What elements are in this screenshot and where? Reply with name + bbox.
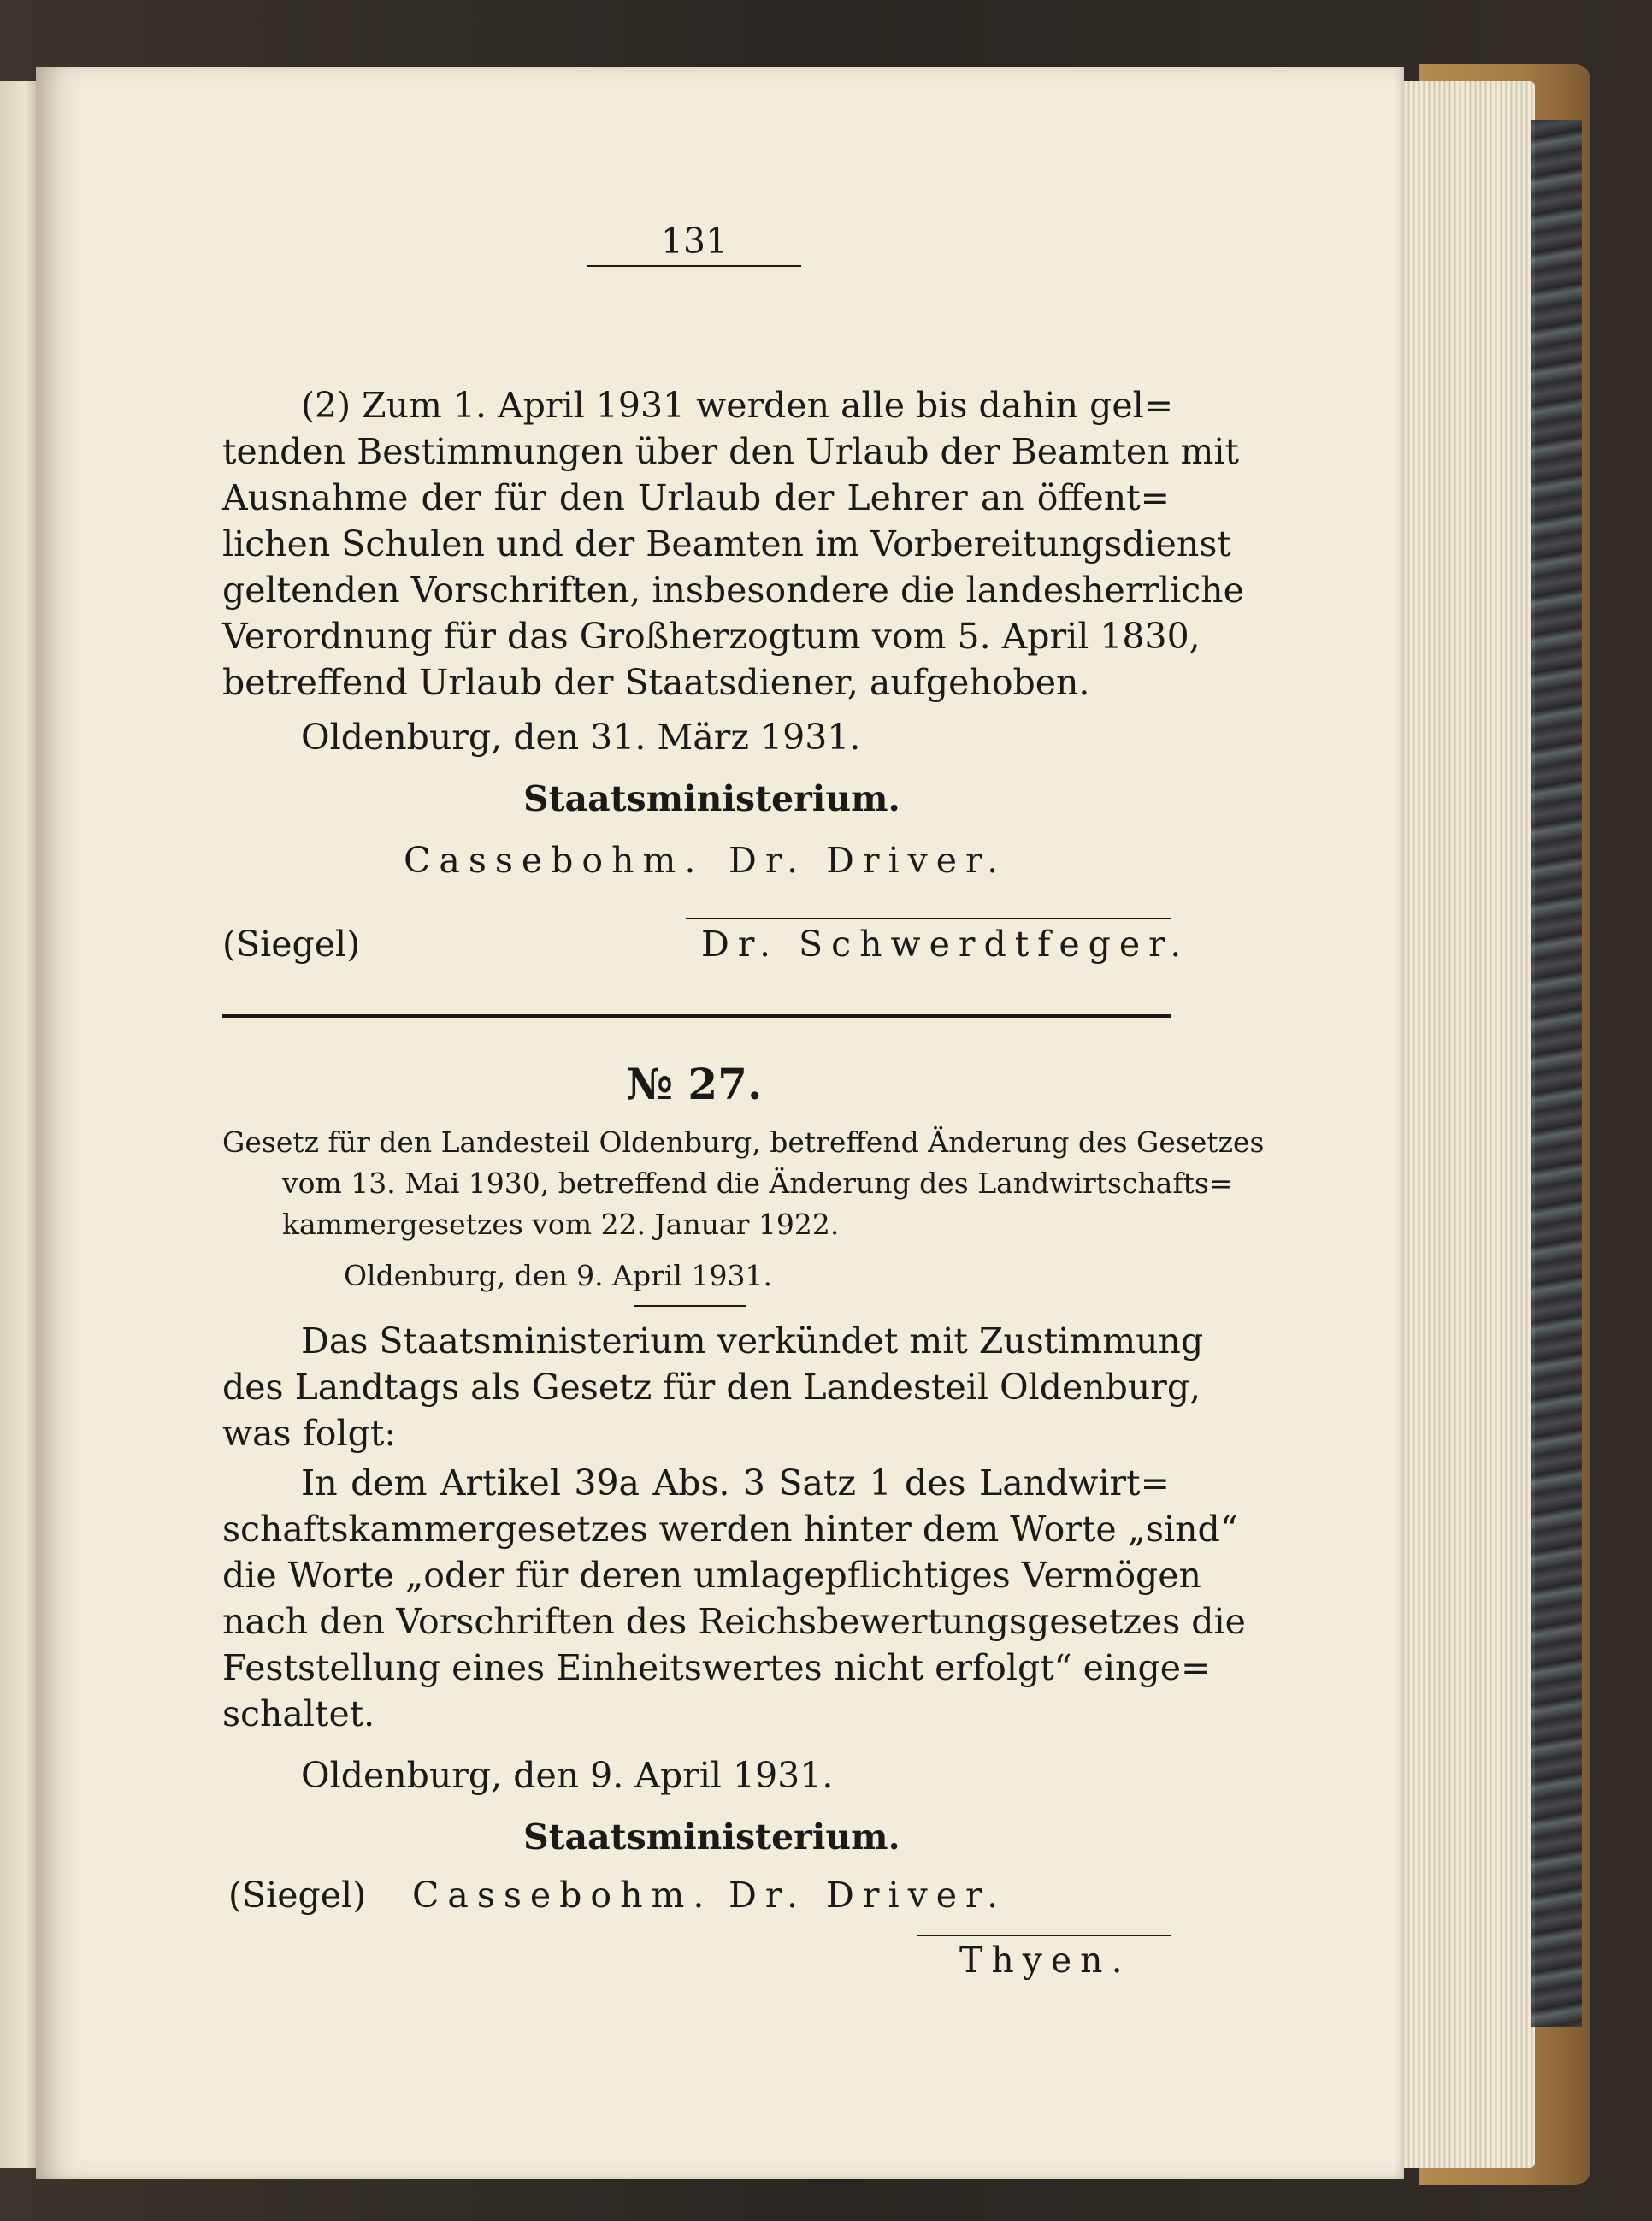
signature-rule bbox=[917, 1935, 1171, 1936]
para-article-line: Feststellung eines Einheitswertes nicht erfolgt“ einge= bbox=[222, 1647, 1211, 1688]
marbled-cover-edge bbox=[1531, 120, 1582, 2027]
signature-cassebohm: Cassebohm. bbox=[412, 1875, 713, 1916]
ministry-heading: Staatsministerium. bbox=[523, 778, 900, 819]
law-title-line: kammergesetzes vom 22. Januar 1922. bbox=[282, 1208, 840, 1241]
para-intro-line: Das Staatsministerium verkündet mit Zustimmung bbox=[301, 1320, 1204, 1362]
short-rule bbox=[634, 1305, 746, 1307]
signature-driver: Dr. Driver. bbox=[729, 1875, 1007, 1916]
signature-schwerdtfeger: Dr. Schwerdtfeger. bbox=[701, 924, 1190, 965]
para-section2-line: Ausnahme der für den Urlaub der Lehrer an öffent= bbox=[222, 477, 1170, 518]
signature-cassebohm: Cassebohm. bbox=[404, 840, 705, 881]
date-line: Oldenburg, den 31. März 1931. bbox=[301, 717, 861, 758]
para-article-line: die Worte „oder für deren umlagepflichtiges Vermögen bbox=[222, 1555, 1201, 1596]
seal-label: (Siegel) bbox=[228, 1875, 367, 1916]
signature-driver: Dr. Driver. bbox=[729, 840, 1007, 881]
para-section2-line: betreffend Urlaub der Staatsdiener, aufgehoben. bbox=[222, 662, 1090, 703]
law-number: № 27. bbox=[626, 1059, 763, 1109]
seal-label: (Siegel) bbox=[222, 924, 361, 965]
document-page bbox=[36, 67, 1404, 2179]
para-section2-line: (2) Zum 1. April 1931 werden alle bis dahin gel= bbox=[301, 385, 1174, 426]
para-article-line: schaltet. bbox=[222, 1693, 375, 1734]
para-section2-line: tenden Bestimmungen über den Urlaub der Beamten mit bbox=[222, 431, 1240, 472]
para-article-line: In dem Artikel 39a Abs. 3 Satz 1 des Landwirt= bbox=[301, 1462, 1170, 1503]
law-date: Oldenburg, den 9. April 1931. bbox=[344, 1259, 772, 1292]
law-title-line: vom 13. Mai 1930, betreffend die Änderung des Landwirtschafts= bbox=[282, 1167, 1233, 1200]
para-article-line: nach den Vorschriften des Reichsbewertungsgesetzes die bbox=[222, 1601, 1246, 1642]
para-section2-line: geltenden Vorschriften, insbesondere die landesherrliche bbox=[222, 570, 1244, 611]
header-rule bbox=[587, 265, 801, 267]
para-intro-line: des Landtags als Gesetz für den Landesteil Oldenburg, bbox=[222, 1367, 1201, 1408]
signature-rule bbox=[686, 918, 1171, 919]
facing-page-edge bbox=[0, 81, 36, 2168]
page-number: 131 bbox=[660, 221, 729, 262]
signature-thyen: Thyen. bbox=[959, 1940, 1131, 1981]
date-line: Oldenburg, den 9. April 1931. bbox=[301, 1755, 834, 1796]
ministry-heading: Staatsministerium. bbox=[523, 1816, 900, 1858]
page-content bbox=[36, 67, 1404, 2179]
para-intro-line: was folgt: bbox=[222, 1413, 397, 1454]
section-divider bbox=[222, 1014, 1171, 1018]
page-edges bbox=[1389, 81, 1535, 2168]
para-section2-line: Verordnung für das Großherzogtum vom 5. April 1830, bbox=[222, 616, 1201, 657]
para-article-line: schaftskammergesetzes werden hinter dem Worte „sind“ bbox=[222, 1509, 1238, 1550]
law-title-line: Gesetz für den Landesteil Oldenburg, betreffend Änderung des Gesetzes bbox=[222, 1125, 1265, 1159]
para-section2-line: lichen Schulen und der Beamten im Vorbereitungsdienst bbox=[222, 523, 1231, 564]
